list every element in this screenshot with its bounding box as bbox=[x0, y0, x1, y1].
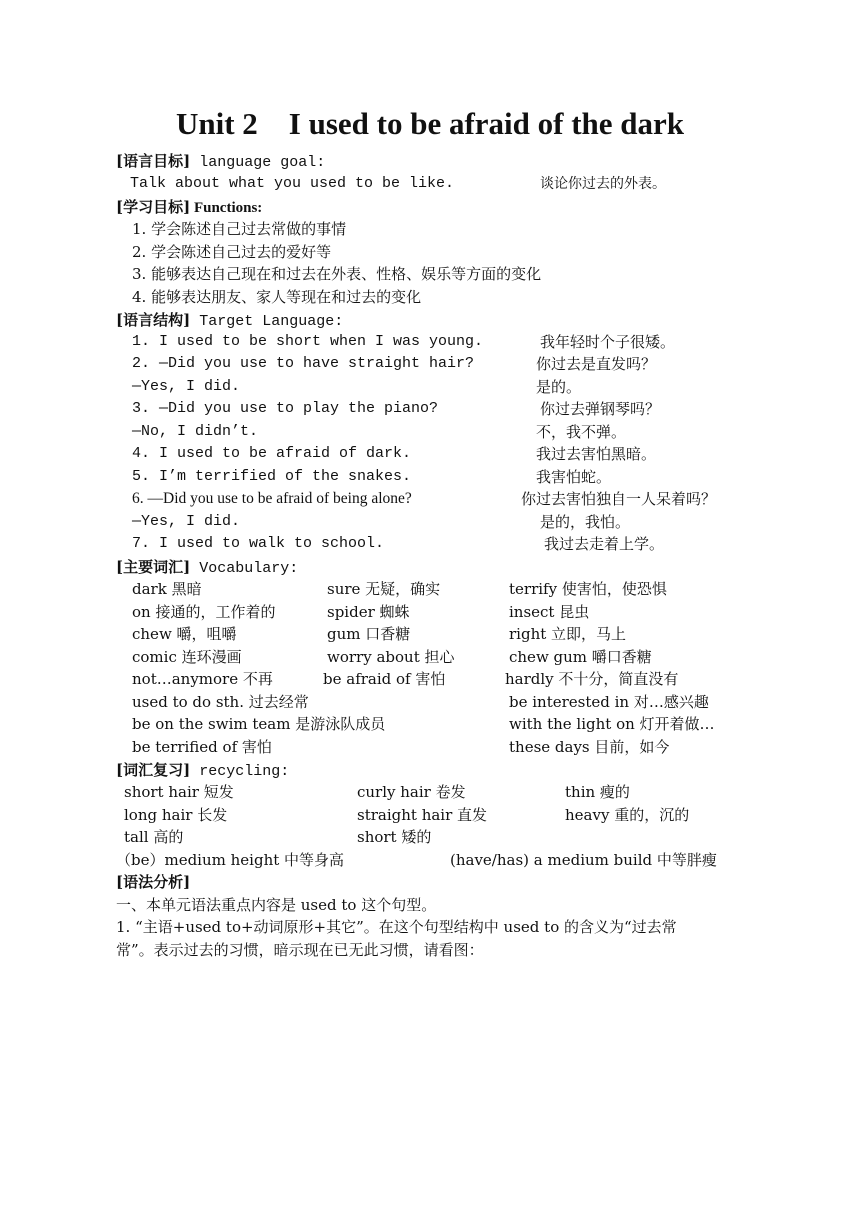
vocabulary-heading-cn: [主要词汇] bbox=[116, 558, 191, 576]
grammar-line-1: 一、本单元语法重点内容是 used to 这个句型。 bbox=[116, 896, 437, 914]
recycling-r1-c3: thin 瘦的 bbox=[565, 783, 630, 801]
target-line-8-cn: 你过去害怕独自一人呆着吗？ bbox=[521, 490, 717, 508]
recycling-heading-en: recycling: bbox=[190, 763, 290, 780]
target-line-10-en: 7. I used to walk to school. bbox=[132, 535, 385, 552]
vocab-r7-c1: be on the swim team 是游泳队成员 bbox=[132, 715, 386, 733]
language-goal-heading-en: language goal: bbox=[190, 154, 326, 171]
vocab-r8-c1: be terrified of 害怕 bbox=[132, 738, 272, 756]
target-line-4-en: 3. —Did you use to play the piano? bbox=[132, 400, 439, 417]
language-goal-heading bbox=[116, 150, 325, 174]
target-language-heading-en: Target Language: bbox=[190, 313, 344, 330]
vocab-r3-c3: right 立即，马上 bbox=[509, 625, 627, 643]
target-line-2-cn: 你过去是直发吗？ bbox=[536, 355, 657, 373]
grammar-line-2: 1. “主语+used to+动词原形+其它”。在这个句型结构中 used to 的含义为“过去常 bbox=[116, 918, 677, 936]
target-line-1-en: 1. I used to be short when I was young. bbox=[132, 333, 484, 350]
vocab-r1-c3: terrify 使害怕，使恐惧 bbox=[509, 580, 667, 598]
vocab-r5-c3: hardly 不十分，简直没有 bbox=[505, 670, 679, 688]
target-line-6-cn: 我过去害怕黑暗。 bbox=[536, 445, 657, 463]
recycling-heading-cn: [词汇复习] bbox=[116, 761, 191, 779]
vocab-r3-c2: gum 口香糖 bbox=[327, 625, 411, 643]
vocab-r1-c1: dark 黑暗 bbox=[132, 580, 202, 598]
target-line-9-cn: 是的，我怕。 bbox=[540, 513, 631, 531]
functions-heading-cn: [学习目标] bbox=[116, 198, 191, 216]
vocab-r5-c2: be afraid of 害怕 bbox=[323, 670, 446, 688]
vocab-r3-c1: chew 嚼，咀嚼 bbox=[132, 625, 237, 643]
recycling-r2-c1: long hair 长发 bbox=[124, 806, 228, 824]
target-line-5-cn: 不，我不弹。 bbox=[536, 423, 627, 441]
target-line-2-en: 2. —Did you use to have straight hair? bbox=[132, 355, 475, 372]
vocab-r1-c2: sure 无疑，确实 bbox=[327, 580, 441, 598]
functions-item-4: 4. 能够表达朋友、家人等现在和过去的变化 bbox=[132, 288, 422, 306]
recycling-r2-c2: straight hair 直发 bbox=[357, 806, 488, 824]
vocab-r6-c1: used to do sth. 过去经常 bbox=[132, 693, 309, 711]
target-line-7-en: 5. I’m terrified of the snakes. bbox=[132, 468, 412, 485]
vocab-r4-c3: chew gum 嚼口香糖 bbox=[509, 648, 652, 666]
functions-heading-en: Functions: bbox=[190, 200, 263, 216]
target-line-1-cn: 我年轻时个子很矮。 bbox=[540, 333, 676, 351]
recycling-last-left: （be）medium height 中等身高 bbox=[116, 851, 345, 869]
recycling-last-right: (have/has) a medium build 中等胖瘦 bbox=[450, 851, 717, 869]
target-line-3-cn: 是的。 bbox=[536, 378, 582, 396]
target-line-5-en: —No, I didn’t. bbox=[132, 423, 259, 440]
target-line-10-cn: 我过去走着上学。 bbox=[544, 535, 665, 553]
target-line-7-cn: 我害怕蛇。 bbox=[536, 468, 612, 486]
vocabulary-heading bbox=[116, 556, 298, 580]
vocab-r4-c2: worry about 担心 bbox=[327, 648, 455, 666]
vocab-r2-c1: on 接通的，工作着的 bbox=[132, 603, 276, 621]
recycling-r3-c2: short 矮的 bbox=[357, 828, 432, 846]
functions-heading bbox=[116, 196, 262, 219]
grammar-line-3: 常”。表示过去的习惯，暗示现在已无此习惯，请看图： bbox=[116, 941, 484, 959]
grammar-heading: [语法分析] bbox=[116, 873, 191, 891]
page-title: Unit 2 I used to be afraid of the dark bbox=[175, 106, 685, 141]
recycling-r3-c1: tall 高的 bbox=[124, 828, 184, 846]
target-line-4-cn: 你过去弹钢琴吗？ bbox=[540, 400, 661, 418]
vocabulary-heading-en: Vocabulary: bbox=[190, 560, 299, 577]
recycling-heading bbox=[116, 759, 289, 783]
target-line-9-en: —Yes, I did. bbox=[132, 513, 241, 530]
vocab-r5-c1: not…anymore 不再 bbox=[132, 670, 273, 688]
vocab-r4-c1: comic 连环漫画 bbox=[132, 648, 242, 666]
language-goal-text-cn: 谈论你过去的外表。 bbox=[540, 176, 666, 192]
recycling-r2-c3: heavy 重的，沉的 bbox=[565, 806, 690, 824]
language-goal-text-en: Talk about what you used to be like. bbox=[130, 175, 455, 192]
vocab-r7-c3: with the light on 灯开着做… bbox=[509, 715, 715, 733]
vocab-r8-c3: these days 目前，如今 bbox=[509, 738, 670, 756]
target-language-heading-cn: [语言结构] bbox=[116, 311, 191, 329]
vocab-r2-c2: spider 蜘蛛 bbox=[327, 603, 410, 621]
target-language-heading bbox=[116, 309, 343, 333]
language-goal-heading-cn: [语言目标] bbox=[116, 152, 191, 170]
recycling-r1-c2: curly hair 卷发 bbox=[357, 783, 466, 801]
functions-item-2: 2. 学会陈述自己过去的爱好等 bbox=[132, 243, 332, 261]
functions-item-3: 3. 能够表达自己现在和过去在外表、性格、娱乐等方面的变化 bbox=[132, 265, 542, 283]
recycling-r1-c1: short hair 短发 bbox=[124, 783, 234, 801]
vocab-r6-c3: be interested in 对…感兴趣 bbox=[509, 693, 709, 711]
vocab-r2-c3: insect 昆虫 bbox=[509, 603, 590, 621]
target-line-6-en: 4. I used to be afraid of dark. bbox=[132, 445, 412, 462]
functions-item-1: 1. 学会陈述自己过去常做的事情 bbox=[132, 220, 347, 238]
target-line-8-en: 6. —Did you use to be afraid of being alone? bbox=[132, 490, 412, 507]
target-line-3-en: —Yes, I did. bbox=[132, 378, 241, 395]
